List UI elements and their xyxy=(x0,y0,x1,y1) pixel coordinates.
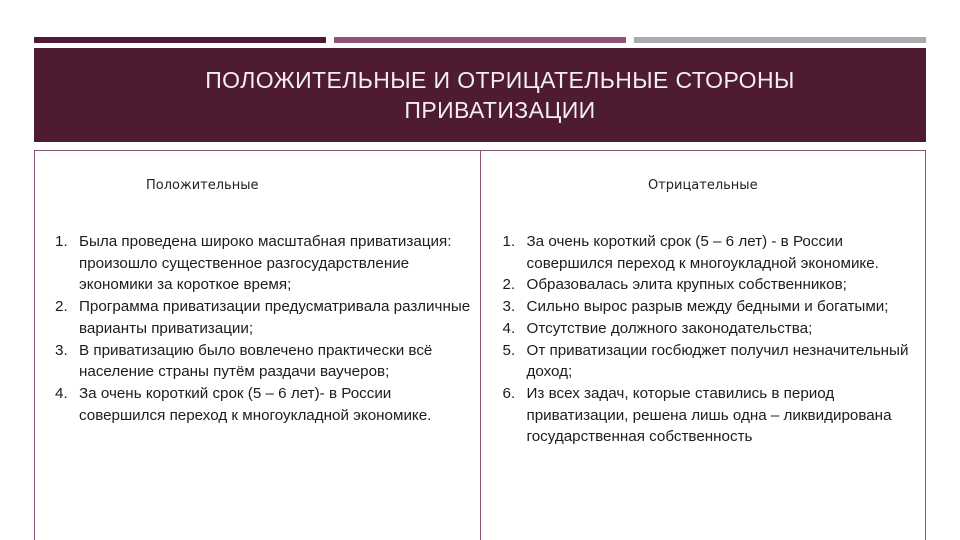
list-item: 1. Была проведена широко масштабная приватизация: произошло существенное разгосударствление экономики за короткое время; xyxy=(55,233,452,294)
negative-header: Отрицательные xyxy=(647,178,758,193)
list-item-text: Была проведена широко масштабная приватизация: произошло существенное разгосударствление экономики за короткое время; xyxy=(79,233,452,294)
positive-column xyxy=(35,151,481,540)
list-item: 1. За очень короткий срок (5 – 6 лет) - в России совершился переход к многоукладной экономике. xyxy=(502,233,879,272)
list-item-text: Сильно вырос разрыв между бедными и богатыми; xyxy=(526,298,889,316)
negative-column xyxy=(481,151,926,540)
list-item-text: Образовалась элита крупных собственников; xyxy=(526,276,847,294)
list-item-text: Программа приватизации предусматривала различные варианты приватизации; xyxy=(79,298,471,337)
accent-bar-3 xyxy=(634,37,926,43)
accent-bar-1 xyxy=(34,37,326,43)
positive-list xyxy=(51,231,471,426)
list-item: 5. От приватизации госбюджет получил незначительный доход; xyxy=(502,341,909,381)
list-item-text: В приватизацию было вовлечено практически всё население страны путём раздачи ваучеров; xyxy=(79,341,433,381)
list-item-text: От приватизации госбюджет получил незначительный доход; xyxy=(526,341,909,381)
list-item: 2. Программа приватизации предусматривала различные варианты приватизации; xyxy=(55,298,471,337)
title-band xyxy=(34,48,926,142)
comparison-table xyxy=(34,150,926,540)
list-item: 2. Образовалась элита крупных собственников; xyxy=(502,276,847,294)
list-item-text: Из всех задач, которые ставились в период приватизации, решена лишь одна – ликвидирована государственная собственность xyxy=(526,384,892,446)
list-item-text: За очень короткий срок (5 – 6 лет) - в России совершился переход к многоукладной экономике. xyxy=(526,233,879,272)
list-item: 6. Из всех задач, которые ставились в период приватизации, решена лишь одна – ликвидирована государственная собственность xyxy=(502,384,892,446)
list-item: 3. В приватизацию было вовлечено практически всё население страны путём раздачи ваучеров; xyxy=(55,341,433,381)
list-item-text: За очень короткий срок (5 – 6 лет)- в России совершился переход к многоукладной экономике. xyxy=(79,384,432,424)
negative-list xyxy=(499,231,919,448)
slide-title: ПОЛОЖИТЕЛЬНЫЕ И ОТРИЦАТЕЛЬНЫЕ СТОРОНЫ ПРИВАТИЗАЦИИ xyxy=(205,67,795,123)
accent-bar-2 xyxy=(334,37,626,43)
positive-header: Положительные xyxy=(146,178,259,193)
list-item-text: Отсутствие должного законодательства; xyxy=(526,319,813,337)
list-item: 4. Отсутствие должного законодательства; xyxy=(502,319,813,337)
list-item: 3. Сильно вырос разрыв между бедными и богатыми; xyxy=(502,298,889,316)
list-item: 4. За очень короткий срок (5 – 6 лет)- в России совершился переход к многоукладной экономике. xyxy=(55,384,432,424)
